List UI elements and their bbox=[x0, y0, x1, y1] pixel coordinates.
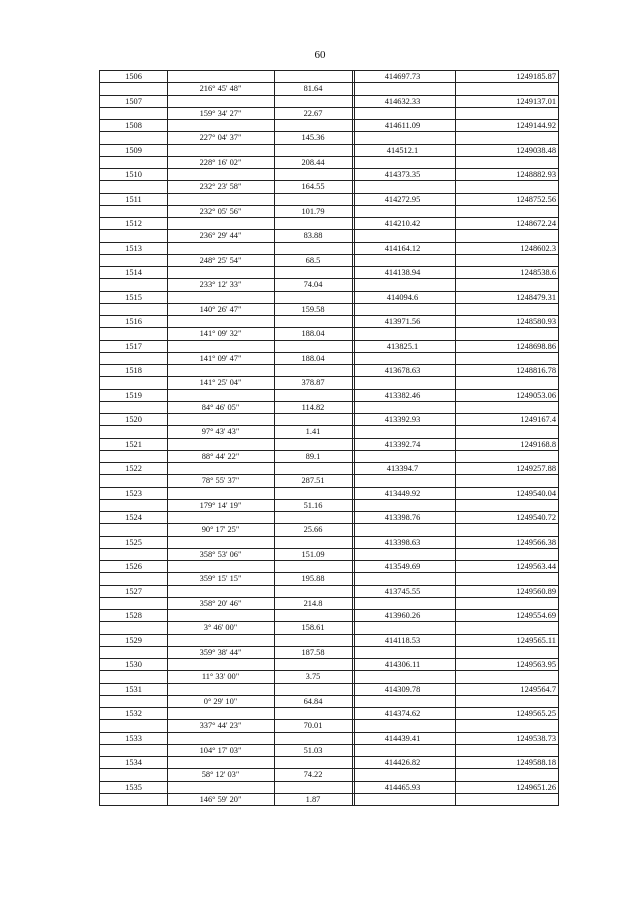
point-cell: 1523 bbox=[125, 488, 142, 498]
easting-cell: 1249053.06 bbox=[516, 390, 556, 400]
northing-cell: 414309.78 bbox=[384, 684, 421, 694]
table-row-point bbox=[100, 462, 558, 474]
easting-cell: 1249257.88 bbox=[516, 464, 556, 473]
bearing-cell: 236° 29' 44" bbox=[199, 231, 242, 241]
northing-cell: 413392.93 bbox=[384, 415, 421, 424]
table-row-point bbox=[100, 315, 558, 327]
point-cell: 1512 bbox=[125, 219, 142, 228]
northing-cell: 414465.93 bbox=[384, 782, 421, 792]
northing-cell: 414439.41 bbox=[384, 733, 421, 743]
northing-cell: 414697.73 bbox=[384, 72, 421, 81]
distance-cell: 89.1 bbox=[305, 451, 321, 461]
bearing-cell: 141° 09' 32" bbox=[199, 329, 242, 339]
easting-cell: 1248752.56 bbox=[516, 194, 556, 204]
bearing-cell: 216° 45' 48" bbox=[199, 84, 242, 94]
table-row-leg bbox=[100, 597, 558, 609]
bearing-cell: 227° 04' 37" bbox=[199, 133, 242, 143]
page-number: 60 bbox=[314, 49, 326, 61]
distance-cell: 68.5 bbox=[305, 255, 321, 265]
bearing-cell: 232° 23' 58" bbox=[199, 182, 242, 192]
northing-cell: 413392.74 bbox=[384, 439, 421, 449]
point-cell: 1522 bbox=[125, 464, 142, 473]
bearing-cell: 141° 09' 47" bbox=[199, 353, 242, 363]
table-row-point bbox=[100, 560, 558, 572]
point-cell: 1529 bbox=[125, 635, 142, 645]
northing-cell: 414138.94 bbox=[384, 268, 421, 277]
table-row-leg bbox=[100, 278, 558, 290]
northing-cell: 414094.6 bbox=[386, 292, 419, 302]
northing-cell: 414611.09 bbox=[384, 121, 421, 130]
point-cell: 1509 bbox=[125, 145, 142, 155]
easting-cell: 1249563.95 bbox=[516, 660, 556, 669]
distance-cell: 188.04 bbox=[301, 353, 325, 363]
table-row-point bbox=[100, 781, 558, 793]
table-row-point bbox=[100, 364, 558, 376]
easting-cell: 1248602.3 bbox=[520, 243, 556, 253]
easting-cell: 1249563.44 bbox=[516, 562, 556, 571]
easting-cell: 1249038.48 bbox=[516, 145, 556, 155]
table-row-point bbox=[100, 511, 558, 523]
point-cell: 1516 bbox=[125, 317, 142, 326]
point-cell: 1535 bbox=[125, 782, 142, 792]
easting-cell: 1249168.8 bbox=[520, 439, 556, 449]
bearing-cell: 97° 43' 43" bbox=[201, 427, 240, 437]
bearing-cell: 337° 44' 23" bbox=[199, 721, 242, 731]
bearing-cell: 232° 05' 56" bbox=[199, 206, 242, 216]
easting-cell: 1249651.26 bbox=[516, 782, 556, 792]
distance-cell: 114.82 bbox=[301, 402, 325, 412]
distance-cell: 1.87 bbox=[305, 794, 321, 804]
distance-cell: 158.61 bbox=[301, 623, 325, 633]
easting-cell: 1249564.7 bbox=[520, 684, 556, 694]
table-row-leg bbox=[100, 425, 558, 437]
table-row-leg bbox=[100, 719, 558, 731]
table-row-leg bbox=[100, 156, 558, 168]
distance-cell: 164.55 bbox=[301, 182, 325, 192]
table-row-leg bbox=[100, 695, 558, 707]
point-cell: 1511 bbox=[125, 194, 142, 204]
easting-cell: 1248816.78 bbox=[516, 366, 556, 375]
table-row-leg bbox=[100, 793, 558, 805]
table-row-point bbox=[100, 340, 558, 352]
point-cell: 1507 bbox=[125, 96, 142, 106]
table-row-leg bbox=[100, 131, 558, 143]
distance-cell: 214.8 bbox=[303, 598, 323, 608]
bearing-cell: 88° 44' 22" bbox=[201, 451, 240, 461]
point-cell: 1521 bbox=[125, 439, 142, 449]
bearing-cell: 179° 14' 19" bbox=[199, 500, 242, 510]
distance-cell: 145.36 bbox=[301, 133, 325, 143]
table-row-leg bbox=[100, 572, 558, 584]
bearing-cell: 84° 46' 05" bbox=[201, 402, 240, 412]
table-row-leg bbox=[100, 180, 558, 192]
table-row-point bbox=[100, 756, 558, 768]
easting-cell: 1249565.11 bbox=[516, 635, 556, 645]
table-row-point bbox=[100, 70, 558, 82]
table-row-leg bbox=[100, 229, 558, 241]
table-row-leg bbox=[100, 401, 558, 413]
table-row-leg bbox=[100, 768, 558, 780]
distance-cell: 22.67 bbox=[303, 108, 323, 118]
table-row-point bbox=[100, 487, 558, 499]
distance-cell: 81.64 bbox=[303, 84, 323, 94]
bearing-cell: 233° 12' 33" bbox=[199, 280, 242, 290]
distance-cell: 378.87 bbox=[301, 378, 325, 388]
distance-cell: 287.51 bbox=[301, 476, 325, 486]
table-row-point bbox=[100, 634, 558, 646]
easting-cell: 1249137.01 bbox=[516, 96, 556, 106]
northing-cell: 413678.63 bbox=[384, 366, 421, 375]
point-cell: 1520 bbox=[125, 415, 142, 424]
bearing-cell: 104° 17' 03" bbox=[199, 745, 242, 755]
table-row-leg bbox=[100, 205, 558, 217]
table-row-leg bbox=[100, 303, 558, 315]
point-cell: 1510 bbox=[125, 170, 142, 179]
table-row-leg bbox=[100, 450, 558, 462]
bearing-cell: 0° 29' 10" bbox=[203, 696, 238, 706]
table-row-leg bbox=[100, 107, 558, 119]
northing-cell: 413449.92 bbox=[384, 488, 421, 498]
table-row-point bbox=[100, 658, 558, 670]
northing-cell: 413398.76 bbox=[384, 513, 421, 522]
table-row-point bbox=[100, 193, 558, 205]
point-cell: 1513 bbox=[125, 243, 142, 253]
table-row-point bbox=[100, 585, 558, 597]
northing-cell: 413960.26 bbox=[384, 611, 421, 620]
table-row-point bbox=[100, 536, 558, 548]
point-cell: 1533 bbox=[125, 733, 142, 743]
northing-cell: 413549.69 bbox=[384, 562, 421, 571]
easting-cell: 1248672.24 bbox=[516, 219, 556, 228]
northing-cell: 414164.12 bbox=[384, 243, 421, 253]
table-row-leg bbox=[100, 523, 558, 535]
easting-cell: 1249588.18 bbox=[516, 758, 556, 767]
bearing-cell: 58° 12' 03" bbox=[201, 770, 240, 780]
table-row-point bbox=[100, 144, 558, 156]
table-row-point bbox=[100, 389, 558, 401]
point-cell: 1517 bbox=[125, 341, 142, 351]
distance-cell: 188.04 bbox=[301, 329, 325, 339]
northing-cell: 413398.63 bbox=[384, 537, 421, 547]
table-row-point bbox=[100, 438, 558, 450]
northing-cell: 413825.1 bbox=[386, 341, 419, 351]
table-row-leg bbox=[100, 352, 558, 364]
table-row-leg bbox=[100, 376, 558, 388]
point-cell: 1508 bbox=[125, 121, 142, 130]
table-row-point bbox=[100, 732, 558, 744]
easting-cell: 1248882.93 bbox=[516, 170, 556, 179]
distance-cell: 83.88 bbox=[303, 231, 323, 241]
point-cell: 1515 bbox=[125, 292, 142, 302]
distance-cell: 74.22 bbox=[303, 770, 323, 780]
table-row-point bbox=[100, 266, 558, 278]
northing-cell: 414374.62 bbox=[384, 709, 421, 718]
easting-cell: 1249554.69 bbox=[516, 611, 556, 620]
point-cell: 1518 bbox=[125, 366, 142, 375]
point-cell: 1527 bbox=[125, 586, 142, 596]
bearing-cell: 359° 15' 15" bbox=[199, 574, 242, 584]
point-cell: 1524 bbox=[125, 513, 142, 522]
distance-cell: 64.84 bbox=[303, 696, 323, 706]
distance-cell: 25.66 bbox=[303, 525, 323, 535]
point-cell: 1534 bbox=[125, 758, 142, 767]
point-cell: 1506 bbox=[125, 72, 142, 81]
northing-cell: 413382.46 bbox=[384, 390, 421, 400]
point-cell: 1514 bbox=[125, 268, 142, 277]
table-row-leg bbox=[100, 646, 558, 658]
distance-cell: 74.04 bbox=[303, 280, 323, 290]
easting-cell: 1249185.87 bbox=[516, 72, 556, 81]
table-row-point bbox=[100, 217, 558, 229]
distance-cell: 51.16 bbox=[303, 500, 323, 510]
bearing-cell: 90° 17' 25" bbox=[201, 525, 240, 535]
northing-cell: 414373.35 bbox=[384, 170, 421, 179]
table-row-point bbox=[100, 707, 558, 719]
table-row-leg bbox=[100, 621, 558, 633]
point-cell: 1526 bbox=[125, 562, 142, 571]
table-row-point bbox=[100, 609, 558, 621]
survey-coordinate-table bbox=[99, 70, 559, 806]
table-row-leg bbox=[100, 670, 558, 682]
easting-cell: 1248580.93 bbox=[516, 317, 556, 326]
point-cell: 1519 bbox=[125, 390, 142, 400]
bearing-cell: 141° 25' 04" bbox=[199, 378, 242, 388]
distance-cell: 151.09 bbox=[301, 549, 325, 559]
bearing-cell: 78° 55' 37" bbox=[201, 476, 240, 486]
easting-cell: 1249167.4 bbox=[520, 415, 556, 424]
table-row-leg bbox=[100, 499, 558, 511]
distance-cell: 159.58 bbox=[301, 304, 325, 314]
northing-cell: 414118.53 bbox=[384, 635, 421, 645]
distance-cell: 51.03 bbox=[303, 745, 323, 755]
bearing-cell: 140° 26' 47" bbox=[199, 304, 242, 314]
northing-cell: 414210.42 bbox=[384, 219, 421, 228]
bearing-cell: 359° 38' 44" bbox=[199, 647, 242, 657]
northing-cell: 413971.56 bbox=[384, 317, 421, 326]
point-cell: 1530 bbox=[125, 660, 142, 669]
northing-cell: 413745.55 bbox=[384, 586, 421, 596]
easting-cell: 1249538.73 bbox=[516, 733, 556, 743]
table-row-leg bbox=[100, 82, 558, 94]
table-row-point bbox=[100, 291, 558, 303]
bearing-cell: 3° 46' 00" bbox=[203, 623, 238, 633]
table-row-leg bbox=[100, 327, 558, 339]
northing-cell: 414272.95 bbox=[384, 194, 421, 204]
distance-cell: 3.75 bbox=[305, 672, 321, 682]
easting-cell: 1249144.92 bbox=[516, 121, 556, 130]
bearing-cell: 11° 33' 00" bbox=[201, 672, 240, 682]
distance-cell: 1.41 bbox=[305, 427, 321, 437]
northing-cell: 413394.7 bbox=[386, 464, 419, 473]
easting-cell: 1249565.25 bbox=[516, 709, 556, 718]
northing-cell: 414512.1 bbox=[386, 145, 419, 155]
northing-cell: 414306.11 bbox=[384, 660, 421, 669]
table-row-point bbox=[100, 168, 558, 180]
northing-cell: 414426.82 bbox=[384, 758, 421, 767]
table-row-leg bbox=[100, 744, 558, 756]
distance-cell: 195.88 bbox=[301, 574, 325, 584]
easting-cell: 1249560.89 bbox=[516, 586, 556, 596]
easting-cell: 1249540.04 bbox=[516, 488, 556, 498]
easting-cell: 1248538.6 bbox=[520, 268, 556, 277]
bearing-cell: 159° 34' 27" bbox=[199, 108, 242, 118]
table-row-point bbox=[100, 95, 558, 107]
bearing-cell: 248° 25' 54" bbox=[199, 255, 242, 265]
distance-cell: 101.79 bbox=[301, 206, 325, 216]
easting-cell: 1248479.31 bbox=[516, 292, 556, 302]
point-cell: 1532 bbox=[125, 709, 142, 718]
bearing-cell: 358° 20' 46" bbox=[199, 598, 242, 608]
table-row-leg bbox=[100, 254, 558, 266]
table-row-point bbox=[100, 413, 558, 425]
distance-cell: 70.01 bbox=[303, 721, 323, 731]
point-cell: 1531 bbox=[125, 684, 142, 694]
easting-cell: 1249566.38 bbox=[516, 537, 556, 547]
bearing-cell: 146° 59' 20" bbox=[199, 794, 242, 804]
distance-cell: 187.58 bbox=[301, 647, 325, 657]
table-row-leg bbox=[100, 474, 558, 486]
table-row-point bbox=[100, 119, 558, 131]
easting-cell: 1248698.86 bbox=[516, 341, 556, 351]
distance-cell: 208.44 bbox=[301, 157, 325, 167]
point-cell: 1528 bbox=[125, 611, 142, 620]
bearing-cell: 358° 53' 06" bbox=[199, 549, 242, 559]
table-row-leg bbox=[100, 548, 558, 560]
point-cell: 1525 bbox=[125, 537, 142, 547]
table-row-point bbox=[100, 683, 558, 695]
table-row-point bbox=[100, 242, 558, 254]
bearing-cell: 228° 16' 02" bbox=[199, 157, 242, 167]
easting-cell: 1249540.72 bbox=[516, 513, 556, 522]
northing-cell: 414632.33 bbox=[384, 96, 421, 106]
